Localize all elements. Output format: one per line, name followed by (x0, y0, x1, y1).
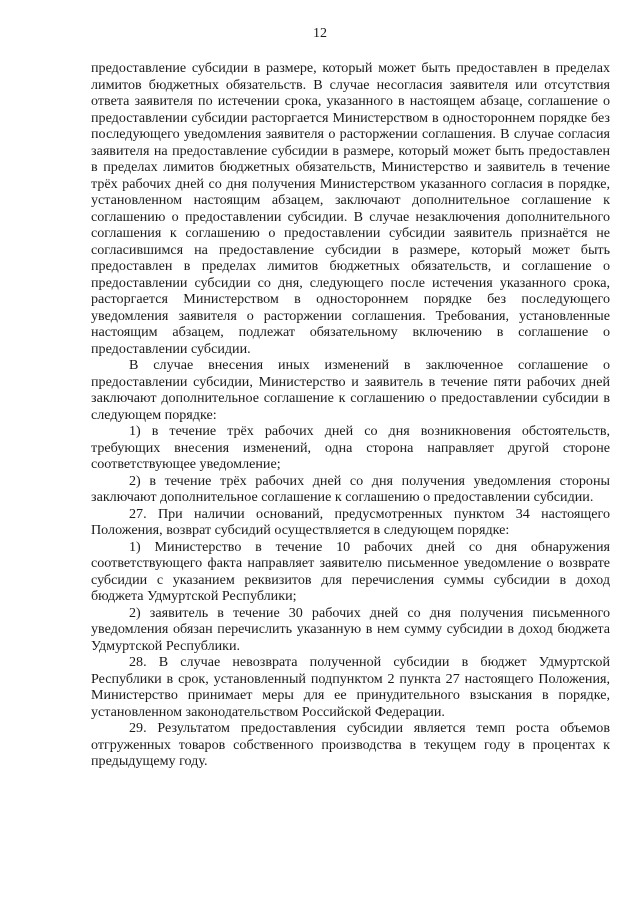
paragraph-continuation: предоставление субсидии в размере, который может быть предоставлен в пределах лимитов бюджетных обязательств. В случае несогласия заявителя или отсутствия ответа заявителя по истечении срока, указанного в настоящем абзаце, соглашение о предоставлении субсидии расторгается Министерством в одностороннем порядке без последующего уведомления заявителя о расторжении соглашения. В случае согласия заявителя на предоставление субсидии в размере, который может быть предоставлен в пределах лимитов бюджетных обязательств, Министерство и заявитель в течение трёх рабочих дней со дня получения Министерством указанного согласия в порядке, установленном настоящим абзацем, заключают дополнительное соглашение к соглашению о предоставлении субсидии. В случае незаключения дополнительного соглашения к соглашению о предоставлении субсидии заявитель признаётся не согласившимся на предоставление субсидии в размере, который может быть предоставлен в пределах лимитов бюджетных обязательств, и соглашение о предоставлении субсидии со дня, следующего после истечения указанного срока, расторгается Министерством в одностороннем порядке без последующего уведомления заявителя о расторжении соглашения. Требования, установленные настоящим абзацем, подлежат обязательному включению в соглашение о предоставлении субсидии. (91, 60, 610, 357)
paragraph-item-1-notice: 1) в течение трёх рабочих дней со дня возникновения обстоятельств, требующих внесения изменений, одна сторона направляет другой стороне соответствующее уведомление; (91, 423, 610, 472)
paragraph-clause-27-item-1: 1) Министерство в течение 10 рабочих дней со дня обнаружения соответствующего факта направляет заявителю письменное уведомление о возврате субсидии с указанием реквизитов для перечисления суммы субсидии в доход бюджета Удмуртской Республики; (91, 538, 610, 604)
paragraph-other-changes: В случае внесения иных изменений в заключенное соглашение о предоставлении субсидии, Министерство и заявитель в течение пяти рабочих дней заключают дополнительное соглашение к соглашению о предоставлении субсидии в следующем порядке: (91, 357, 610, 423)
paragraph-item-2-agreement: 2) в течение трёх рабочих дней со дня получения уведомления стороны заключают дополнительное соглашение к соглашению о предоставлении субсидии. (91, 472, 610, 505)
page-number: 12 (313, 26, 327, 41)
paragraph-clause-29: 29. Результатом предоставления субсидии является темп роста объемов отгруженных товаров собственного производства в текущем году в процентах к предыдущему году. (91, 720, 610, 769)
paragraph-clause-28: 28. В случае невозврата полученной субсидии в бюджет Удмуртской Республики в срок, установленный подпунктом 2 пункта 27 настоящего Положения, Министерство принимает меры для ее принудительного взыскания в порядке, установленном законодательством Российской Федерации. (91, 654, 610, 720)
paragraph-clause-27-item-2: 2) заявитель в течение 30 рабочих дней со дня получения письменного уведомления обязан перечислить указанную в нем сумму субсидии в доход бюджета Удмуртской Республики. (91, 604, 610, 654)
document-body (91, 60, 610, 770)
paragraph-clause-27: 27. При наличии оснований, предусмотренных пунктом 34 настоящего Положения, возврат субсидий осуществляется в следующем порядке: (91, 505, 610, 538)
